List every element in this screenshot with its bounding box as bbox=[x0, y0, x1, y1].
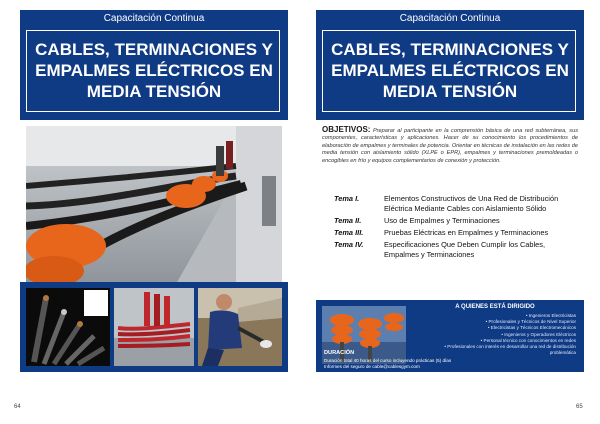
right-title-line: EMPALMES ELÉCTRICOS EN bbox=[331, 61, 569, 80]
audience-item: • Profesionales y Técnicos de Nivel Superior bbox=[485, 319, 576, 325]
topic-item bbox=[334, 240, 574, 260]
cable-tray-photo bbox=[114, 288, 194, 366]
duration-line: Informes del seguro de cable@cablesgym.com bbox=[324, 364, 420, 369]
thumbnail-strip bbox=[20, 282, 288, 372]
topic-item bbox=[334, 216, 574, 226]
audience-title: A QUIENES ESTÁ DIRIGIDO bbox=[455, 304, 535, 310]
audience-item: • Ingenieros y Operadores Eléctricos bbox=[501, 331, 576, 337]
topic-label: Tema II. bbox=[334, 216, 362, 225]
duration-line: Duración total 40 horas del curso incluyendo prácticas (5) días bbox=[324, 358, 452, 363]
left-title bbox=[27, 39, 281, 102]
duration-title: DURACIÓN bbox=[324, 350, 355, 356]
audience-item: • Electricistas y Técnicos Electromecánicos bbox=[487, 325, 576, 331]
left-title-line: CABLES, TERMINACIONES Y bbox=[35, 40, 273, 59]
left-header bbox=[20, 10, 288, 120]
left-page-number: 64 bbox=[14, 404, 21, 410]
right-header bbox=[316, 10, 584, 120]
right-title-line: CABLES, TERMINACIONES Y bbox=[331, 40, 569, 59]
right-title-box bbox=[322, 30, 576, 112]
topic-list bbox=[334, 194, 574, 262]
topic-text: Elementos Constructivos de Una Red de Distribución Eléctrica Mediante Cables con Aislamiento Sólido bbox=[384, 194, 559, 213]
main-photo-frame bbox=[20, 120, 288, 290]
technician-photo bbox=[198, 288, 282, 366]
topic-label: Tema I. bbox=[334, 194, 360, 203]
course-body bbox=[316, 120, 584, 300]
left-header-label: Capacitación Continua bbox=[103, 13, 205, 24]
topic-label: Tema IV. bbox=[334, 240, 364, 249]
right-title-line: MEDIA TENSIÓN bbox=[382, 82, 518, 101]
topic-label: Tema III. bbox=[334, 228, 364, 237]
topic-text: Uso de Empalmes y Terminaciones bbox=[384, 216, 500, 225]
topic-item bbox=[334, 194, 574, 214]
cable-crosssection-photo bbox=[26, 288, 110, 366]
right-header-label: Capacitación Continua bbox=[399, 13, 501, 24]
left-page bbox=[20, 10, 288, 372]
audience-item: problemática bbox=[549, 350, 576, 356]
right-page-number: 65 bbox=[576, 404, 583, 410]
topic-text: Especificaciones Que Deben Cumplir los Cables, Empalmes y Terminaciones bbox=[384, 240, 546, 259]
objectives bbox=[322, 126, 578, 165]
topic-item bbox=[334, 228, 574, 238]
left-title-line: EMPALMES ELÉCTRICOS EN bbox=[35, 61, 273, 80]
audience-item: • Profesionales con interés en desarrollar una red de distribución bbox=[444, 344, 576, 350]
audience-item: • Personal técnico con conocimientos en redes bbox=[480, 337, 576, 343]
audience-item: • Ingenieros Electricistas bbox=[525, 313, 576, 318]
objectives-label: OBJETIVOS: bbox=[322, 125, 371, 134]
left-title-box bbox=[26, 30, 280, 112]
audience-list bbox=[410, 313, 576, 356]
objectives-text: Preparar al participante en la comprensión básica de una red subterránea, sus componentes, características y aplicaciones. Hacer de su conocimiento los procedimientos de elaboración de empalmes y terminales de potencia. Orientar en técnicas de instalación en las redes de media tensión con aislamiento sólido (XLPE o EPR), empalmes y terminaciones premoldeadas o encogibles en frío y equipos complementarios de conexión y protección. bbox=[322, 128, 578, 164]
course-footer bbox=[316, 300, 584, 372]
topic-text: Pruebas Eléctricas en Empalmes y Terminaciones bbox=[384, 228, 549, 237]
right-page bbox=[316, 10, 584, 372]
right-title bbox=[323, 39, 577, 102]
cable-tunnel-photo bbox=[26, 126, 282, 284]
left-title-line: MEDIA TENSIÓN bbox=[86, 82, 222, 101]
